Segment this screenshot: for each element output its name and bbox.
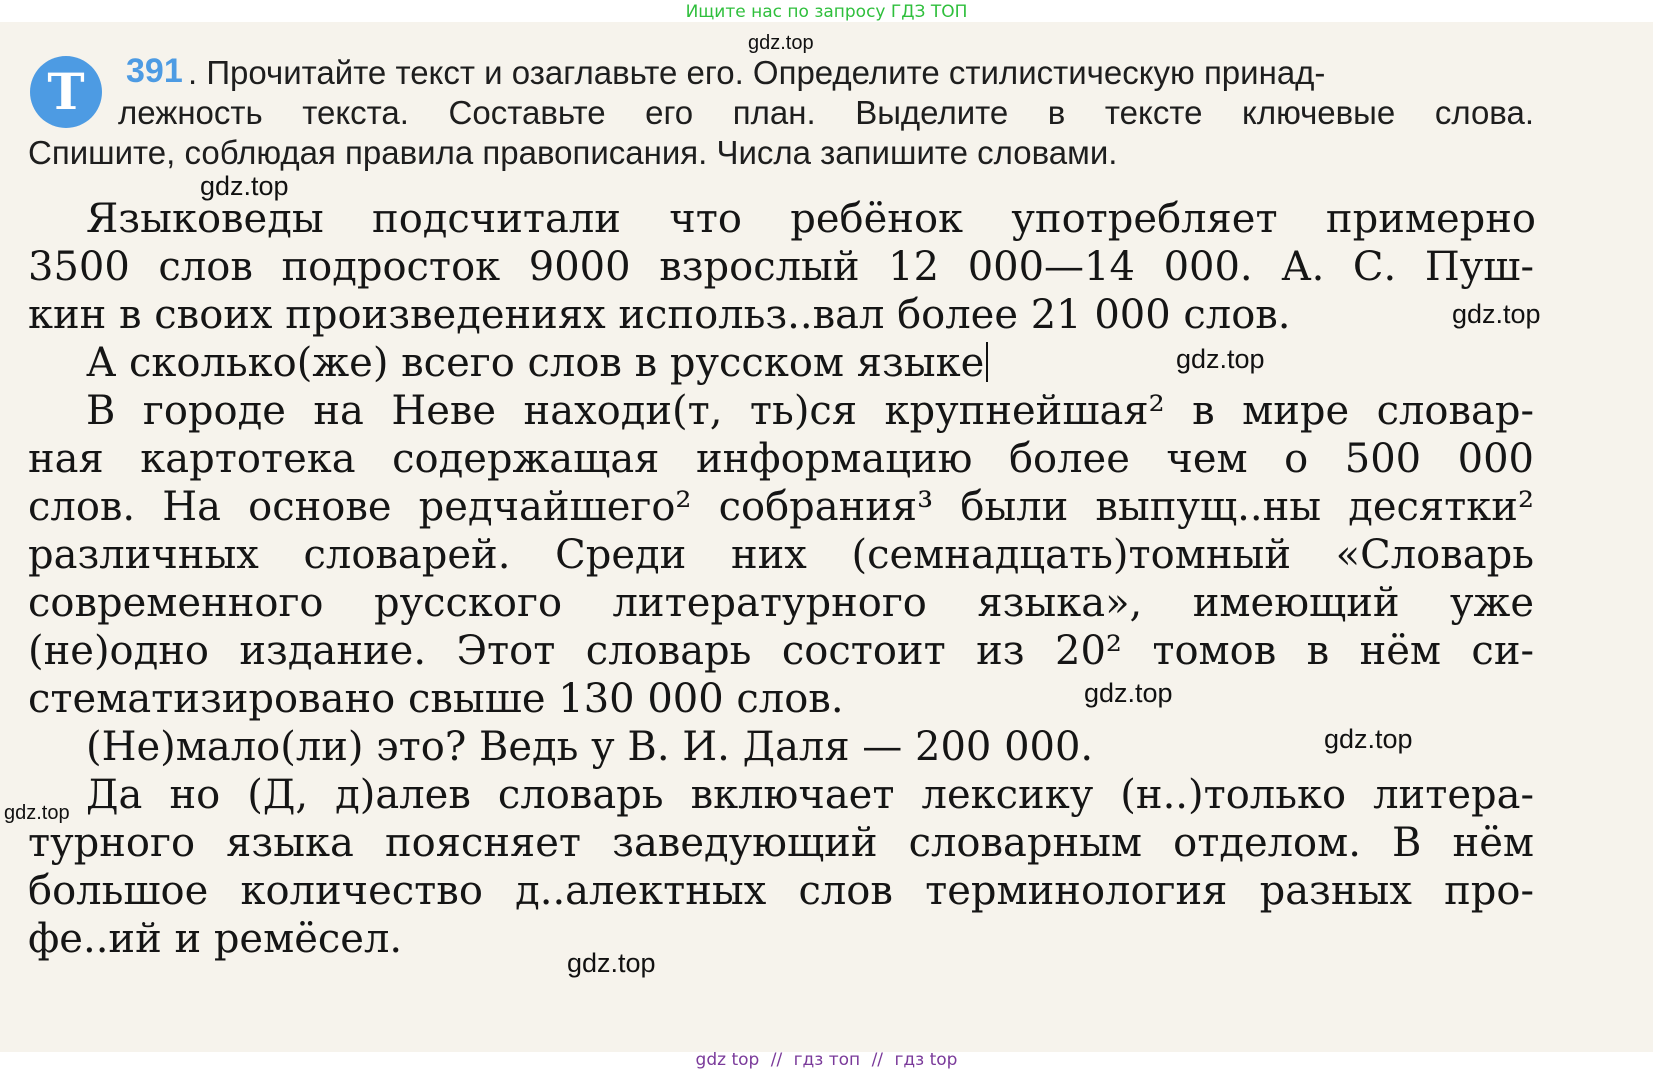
- text-line: (Не)мало(ли) это? Ведь у В. И. Даля — 200 000.: [86, 724, 1094, 770]
- bottom-link[interactable]: гдз top: [894, 1050, 958, 1070]
- text-line: стематизировано свыше 130 000 слов.: [28, 676, 844, 722]
- text-line: фе..ий и ремёсел.: [28, 916, 403, 962]
- text-line: Языковеды подсчитали что ребёнок употребляет примерно: [86, 196, 1536, 242]
- theory-badge-icon: Т: [30, 56, 102, 128]
- watermark: gdz.top: [1324, 724, 1413, 754]
- text-line: кин в своих произведениях использ..вал более 21 000 слов.: [28, 292, 1291, 338]
- watermark: gdz.top: [200, 171, 289, 201]
- text-line: большое количество д..алектных слов терминология разных про-: [28, 868, 1534, 914]
- watermark: gdz.top: [748, 32, 814, 54]
- task-line: . Прочитайте текст и озаглавьте его. Определите стилистическую принад-: [188, 54, 1326, 91]
- watermark: gdz.top: [1452, 299, 1541, 329]
- watermark: gdz.top: [567, 948, 656, 978]
- text-line: слов. На основе редчайшего² собрания³ были выпущ..ны десятки²: [28, 484, 1534, 530]
- text-line: 3500 слов подросток 9000 взрослый 12 000—14 000. А. С. Пуш-: [28, 244, 1534, 290]
- bottom-separator: //: [871, 1050, 884, 1070]
- text-line: (не)одно издание. Этот словарь состоит из 20² томов в нём си-: [28, 628, 1534, 674]
- text-line-content: А сколько(же) всего слов в русском языке: [86, 340, 985, 386]
- bottom-link[interactable]: gdz top: [695, 1050, 760, 1070]
- text-line: Да но (Д, д)алев словарь включает лексику (н..)только литера-: [86, 772, 1534, 818]
- bottom-separator: //: [770, 1050, 783, 1070]
- text-line: В городе на Неве находи(т, ть)ся крупнейшая² в мире словар-: [86, 388, 1534, 434]
- bottom-banner: [0, 1050, 1653, 1070]
- watermark: gdz.top: [4, 802, 70, 824]
- text-line: ная картотека содержащая информацию более чем о 500 000: [28, 436, 1534, 482]
- text-line: турного языка поясняет заведующий словарным отделом. В нём: [28, 820, 1534, 866]
- text-line: различных словарей. Среди них (семнадцать)томный «Словарь: [28, 532, 1534, 578]
- text-line: современного русского литературного языка», имеющий уже: [28, 580, 1534, 626]
- text-line: [86, 340, 988, 386]
- bottom-link[interactable]: гдз топ: [793, 1050, 861, 1070]
- watermark: gdz.top: [1084, 678, 1173, 708]
- task-line: Спишите, соблюдая правила правописания. Числа запишите словами.: [28, 134, 1118, 171]
- watermark: gdz.top: [1176, 344, 1265, 374]
- top-banner-link[interactable]: Ищите нас по запросу ГДЗ ТОП: [685, 2, 968, 22]
- exercise-number: 391: [126, 52, 183, 90]
- text-cursor: [986, 342, 988, 382]
- task-line: лежность текста. Составьте его план. Выделите в тексте ключевые слова.: [118, 94, 1534, 131]
